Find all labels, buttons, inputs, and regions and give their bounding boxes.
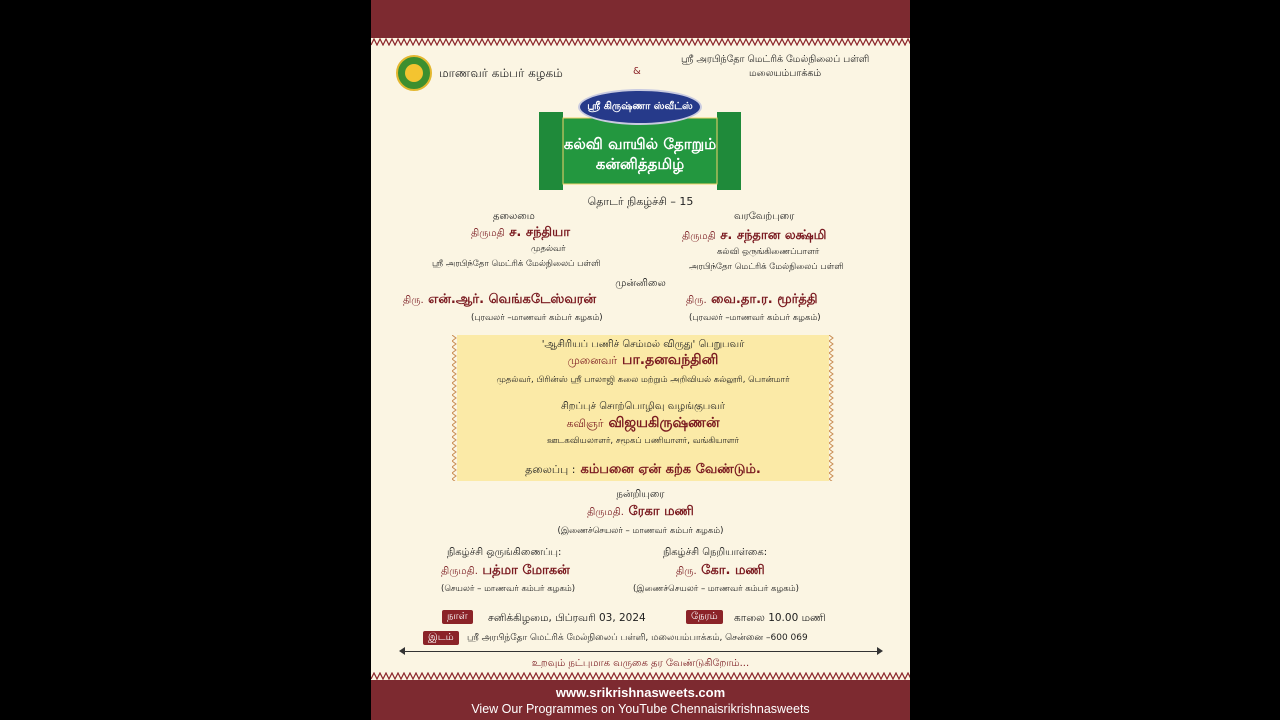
divider-arrow-left-icon xyxy=(399,647,405,655)
compere-person xyxy=(676,563,765,579)
lead-person-1 xyxy=(403,292,596,308)
lead-person-2 xyxy=(686,292,818,308)
date-label-badge: நாள் xyxy=(442,610,473,624)
coordination-name: பத்மா மோகன் xyxy=(482,563,570,578)
lead-2-prefix: திரு. xyxy=(686,295,707,306)
time-label-badge: நேரம் xyxy=(686,610,723,624)
ampersand: & xyxy=(633,66,641,77)
right-organization-place: மலையம்பாக்கம் xyxy=(749,68,822,79)
award-line: 'ஆசிரியப் பணிச் செம்மல் விருது' பெறுபவர் xyxy=(541,339,745,350)
thanks-role: நன்றியுரை xyxy=(616,489,665,500)
series-number: தொடர் நிகழ்ச்சி – 15 xyxy=(587,195,694,208)
presiding-name xyxy=(471,225,570,241)
right-organization: ஸ்ரீ அரபிந்தோ மெட்ரிக் மேல்நிலைப் பள்ளி xyxy=(681,54,870,65)
invitation-message: உறவும் நட்புமாக வருகை தர வேண்டுகிறோம்... xyxy=(531,658,750,669)
compere-name: கோ. மணி xyxy=(701,563,765,578)
left-organization: மாணவர் கம்பர் கழகம் xyxy=(439,66,563,80)
thanks-name: ரேகா மணி xyxy=(628,504,694,519)
box-right-edge xyxy=(829,335,834,481)
presiding-name-text: ச. சந்தியா xyxy=(509,225,571,240)
compere-desc: (இணைச்செயலர் – மாணவர் கம்பர் கழகம்) xyxy=(633,584,799,594)
welcome-role: வரவேற்புரை xyxy=(734,211,795,222)
lead-2-desc: (புரவலர் –மாணவர் கம்பர் கழகம்) xyxy=(689,313,821,323)
lead-1-name: என்.ஆர். வெங்கடேஸ்வரன் xyxy=(428,292,597,307)
topic-label: தலைப்பு : xyxy=(525,463,576,476)
speech-topic xyxy=(457,458,829,478)
banner-line-2: கன்னித்தமிழ் xyxy=(595,155,685,173)
lead-1-desc: (புரவலர் –மாணவர் கம்பர் கழகம்) xyxy=(471,313,603,323)
divider-arrow-right-icon xyxy=(877,647,883,655)
footer-band xyxy=(371,680,910,720)
award-desc: முதல்வர், பிரின்ஸ் ஸ்ரீ பாலாஜி கலை மற்றும் அறிவியல் கல்லூரி, பொன்மார் xyxy=(496,375,790,385)
coordination-desc: (செயலர் – மாணவர் கம்பர் கழகம்) xyxy=(441,584,576,594)
banner-line-1: கல்வி வாயில் தோறும் xyxy=(563,135,717,153)
award-name: பா.தனவந்தினி xyxy=(622,352,719,368)
welcome-name xyxy=(682,228,826,244)
welcome-name-text: ச. சந்தான லக்ஷ்மி xyxy=(720,228,827,243)
speaker-desc: ஊடகவியலாளர், சமூகப் பணியாளர், வங்கியாளர் xyxy=(546,436,740,446)
speaker-prefix: கவிஞர் xyxy=(566,417,604,430)
event-date: சனிக்கிழமை, பிப்ரவரி 03, 2024 xyxy=(488,612,646,624)
coordination-person xyxy=(441,563,570,579)
award-prefix: முனைவர் xyxy=(567,354,618,367)
event-time: காலை 10.00 மணி xyxy=(734,612,826,624)
coordination-prefix: திருமதி. xyxy=(441,566,478,577)
kambar-kazhagam-logo xyxy=(396,55,432,91)
thanks-prefix: திருமதி. xyxy=(587,507,624,518)
youtube-text: View Our Programmes on YouTube Chennaisrikrishnasweets xyxy=(471,702,810,716)
website-link[interactable]: www.srikrishnasweets.com xyxy=(555,685,726,700)
event-venue: ஸ்ரீ அரபிந்தோ மெட்ரிக் மேல்நிலைப் பள்ளி, மலையம்பாக்கம், சென்னை –600 069 xyxy=(467,633,808,643)
lead-role: முன்னிலை xyxy=(615,278,666,289)
speech-line: சிறப்புச் சொற்பொழிவு வழங்குபவர் xyxy=(560,401,726,412)
presiding-prefix: திருமதி xyxy=(471,228,505,239)
topic-text: கம்பனை ஏன் கற்க வேண்டும். xyxy=(580,462,761,477)
speaker xyxy=(457,415,829,433)
compere-prefix: திரு. xyxy=(676,566,697,577)
lead-1-prefix: திரு. xyxy=(403,295,424,306)
compere-role: நிகழ்ச்சி நெறியாள்கை: xyxy=(663,547,768,558)
top-ornament-border xyxy=(371,38,910,46)
presiding-role: தலைமை xyxy=(493,211,535,222)
divider-line xyxy=(401,651,881,652)
presiding-desc-2: ஸ்ரீ அரபிந்தோ மெட்ரிக் மேல்நிலைப் பள்ளி xyxy=(432,259,601,269)
top-band xyxy=(371,0,910,38)
venue-label-badge: இடம் xyxy=(423,631,459,645)
welcome-desc-2: அரபிந்தோ மெட்ரிக் மேல்நிலைப் பள்ளி xyxy=(689,262,844,272)
presiding-desc-1: முதல்வர் xyxy=(531,244,566,254)
welcome-desc-1: கல்வி ஒருங்கிணைப்பாளர் xyxy=(717,247,820,257)
invitation-poster xyxy=(371,0,910,720)
bottom-ornament-border xyxy=(371,672,910,680)
sponsor-oval: ஸ்ரீ கிருஷ்ணா ஸ்வீட்ஸ் xyxy=(578,89,702,125)
award-recipient xyxy=(457,352,829,370)
coordination-role: நிகழ்ச்சி ஒருங்கிணைப்பு: xyxy=(447,547,562,558)
thanks-desc: (இணைச்செயலர் – மாணவர் கம்பர் கழகம்) xyxy=(557,526,724,536)
speaker-name: விஜயகிருஷ்ணன் xyxy=(608,415,720,431)
lead-2-name: வை.தா.ர. மூர்த்தி xyxy=(711,292,818,307)
banner-title xyxy=(539,134,741,174)
welcome-prefix: திருமதி xyxy=(682,231,716,242)
thanks-person xyxy=(371,504,910,520)
